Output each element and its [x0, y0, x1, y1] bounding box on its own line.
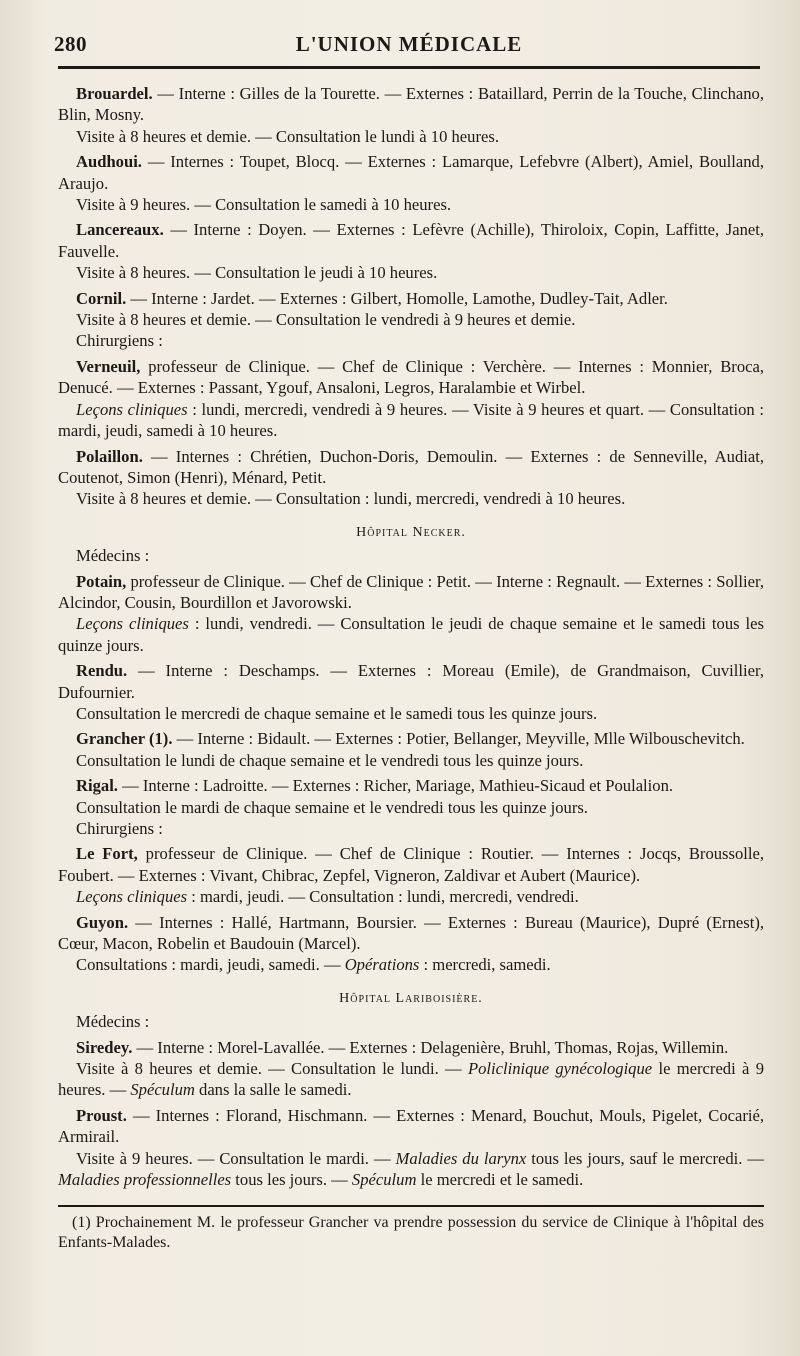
paragraph-text: Chirurgiens :: [76, 819, 163, 838]
paragraph-text: Consultation le lundi de chaque semaine et le vendredi tous les quinze jours.: [76, 750, 584, 770]
paragraph: [58, 703, 764, 724]
paragraph-text: Médecins :: [76, 546, 150, 566]
paragraph: [58, 1037, 764, 1058]
physician-name: Cornil.: [76, 288, 127, 308]
italic-label: Maladies du larynx: [395, 1148, 527, 1168]
physician-name: Audhoui.: [76, 152, 142, 172]
paragraph: [58, 728, 764, 749]
paragraph: [58, 194, 764, 215]
paragraph-text: Chirurgiens :: [76, 331, 163, 351]
physician-name: Brouardel.: [76, 84, 153, 103]
physician-name: Verneuil,: [76, 356, 141, 376]
paragraph: [58, 660, 764, 703]
italic-label: Leçons cliniques: [76, 614, 189, 634]
physician-name: Lancereaux.: [76, 220, 164, 240]
paragraph: [58, 571, 764, 614]
physician-name: Potain,: [76, 571, 127, 591]
paragraph-text: — Interne : Morel-Lavallée. — Externes : Delagenière, Bruhl, Thomas, Rojas, Willemin.: [132, 1037, 729, 1057]
italic-label: Leçons cliniques: [76, 399, 188, 419]
paragraph: [58, 399, 764, 442]
paragraph: [58, 446, 764, 489]
paragraph-text: Consultations : mardi, jeudi, samedi. —: [76, 955, 345, 975]
paragraph-text: Visite à 8 heures et demie. — Consultation le vendredi à 9 heures et demie.: [76, 310, 576, 330]
paragraph: [58, 750, 764, 771]
paragraph: [58, 262, 764, 283]
paragraph-text: : mardi, jeudi. — Consultation : lundi, mercredi, vendredi.: [187, 887, 579, 907]
footnote-text: (1) Prochainement M. le professeur Grancher va prendre possession du service de Clinique à l'hôpital des Enfants-Malades.: [58, 1213, 764, 1251]
paragraph-text: tous les jours. —: [231, 1170, 352, 1190]
paragraph: [58, 1105, 764, 1148]
physician-name: Guyon.: [76, 912, 129, 932]
paragraph-text: Consultation le mardi de chaque semaine et le vendredi tous les quinze jours.: [76, 797, 588, 817]
paragraph-text: Visite à 8 heures et demie. — Consultation le lundi à 10 heures.: [76, 126, 499, 146]
paragraph: [58, 330, 764, 351]
paragraph: [58, 886, 764, 907]
paragraph-text: — Interne : Deschamps. — Externes : Moreau (Emile), de Grandmaison, Cuvillier, Dufournier.: [58, 661, 764, 702]
section-heading-lariboisiere: Hôpital Lariboisière.: [339, 990, 483, 1006]
paragraph-text: — Interne : Ladroitte. — Externes : Richer, Mariage, Mathieu-Sicaud et Poulalion.: [117, 776, 674, 796]
paragraph-text: professeur de Clinique. — Chef de Clinique : Petit. — Interne : Regnault. — Externes : Sollier, Alcindor, Cousin, Bourdillon et Javorowski.: [58, 571, 764, 612]
italic-label: Policlinique gynécologique: [467, 1059, 653, 1079]
paragraph: [58, 797, 764, 818]
paragraph: [58, 288, 764, 309]
paragraph-text: — Interne : Jardet. — Externes : Gilbert, Homolle, Lamothe, Dudley-Tait, Adler.: [126, 288, 668, 308]
physician-name: Polaillon.: [76, 446, 143, 466]
paragraph-text: — Interne : Doyen. — Externes : Lefèvre (Achille), Thiroloix, Copin, Laffitte, Janet, Fauvelle.: [58, 220, 764, 261]
footnote: [58, 1213, 764, 1253]
paragraph: [58, 83, 764, 126]
paragraph: [58, 843, 764, 886]
paragraph-text: — Internes : Hallé, Hartmann, Boursier. — Externes : Bureau (Maurice), Dupré (Ernest), Cœur, Macon, Robelin et Baudouin (Marcel).: [58, 912, 764, 954]
paragraph-text: : mercredi, samedi.: [419, 955, 551, 975]
paragraph-text: professeur de Clinique. — Chef de Clinique : Routier. — Internes : Jocqs, Broussolle, Foubert. — Externes : Vivant, Chibrac, Zepfel, Vigneron, Zaldivar et Aubert (Maurice).: [58, 844, 764, 885]
physician-name: Proust.: [76, 1105, 127, 1125]
paragraph-text: : lundi, mercredi, vendredi à 9 heures. — Visite à 9 heures et quart. — Consultation : mardi, jeudi, samedi à 10 heures.: [58, 399, 764, 441]
article-body: [58, 83, 764, 1191]
physician-name: Rendu.: [76, 661, 128, 681]
physician-name: Le Fort,: [76, 844, 138, 864]
paragraph-text: Consultation le mercredi de chaque semaine et le samedi tous les quinze jours.: [76, 703, 598, 723]
section-lariboisiere-entries: [58, 1011, 764, 1190]
physician-name: Rigal.: [76, 776, 118, 796]
paragraph-text: Visite à 8 heures et demie. — Consultation le lundi. —: [76, 1059, 468, 1079]
paragraph-text: professeur de Clinique. — Chef de Clinique : Verchère. — Internes : Monnier, Broca, Denucé. — Externes : Passant, Ygouf, Ansaloni, Legros, Haralambie et Wirbel.: [58, 356, 764, 398]
journal-title: L'UNION MÉDICALE: [295, 32, 523, 56]
paragraph: [58, 954, 764, 975]
paragraph: [58, 818, 764, 839]
italic-label: Spéculum: [351, 1170, 417, 1190]
paragraph-text: tous les jours, sauf le mercredi. —: [526, 1148, 764, 1168]
italic-label: Maladies professionnelles: [58, 1170, 232, 1190]
italic-label: Spéculum: [130, 1080, 195, 1100]
paragraph-text: Visite à 9 heures. — Consultation le samedi à 10 heures.: [76, 195, 452, 215]
paragraph: [58, 613, 764, 656]
section-necker-entries: [58, 545, 764, 976]
italic-label: Leçons cliniques: [76, 887, 188, 907]
paragraph-text: : lundi, vendredi. — Consultation le jeudi de chaque semaine et le samedi tous les quinze jours.: [58, 614, 764, 655]
paragraph: [58, 219, 764, 262]
physician-name: Siredey.: [76, 1037, 133, 1057]
section-intro-entries: [58, 83, 764, 510]
paragraph-text: — Interne : Bidault. — Externes : Potier, Bellanger, Meyville, Mlle Wilbouschevitch.: [172, 729, 745, 749]
footnote-rule: [58, 1205, 764, 1207]
paragraph: [58, 356, 764, 399]
paragraph-text: Visite à 8 heures. — Consultation le jeudi à 10 heures.: [76, 263, 438, 283]
paragraph: [58, 1148, 764, 1191]
paragraph-text: le mercredi à 9 heures. —: [58, 1059, 765, 1100]
physician-name: Grancher (1).: [76, 729, 173, 749]
section-heading-necker: Hôpital Necker.: [356, 524, 466, 540]
paragraph-text: Visite à 9 heures. — Consultation le mardi. —: [76, 1148, 396, 1168]
paragraph: [58, 151, 764, 194]
running-head: [54, 30, 760, 69]
paragraph-text: dans la salle le samedi.: [194, 1080, 352, 1100]
paragraph-text: Visite à 8 heures et demie. — Consultation : lundi, mercredi, vendredi à 10 heures.: [76, 489, 626, 509]
paragraph: [58, 126, 764, 147]
paragraph-text: — Internes : Chrétien, Duchon-Doris, Demoulin. — Externes : de Senneville, Audiat, Coutenot, Simon (Henri), Ménard, Petit.: [58, 446, 764, 487]
paragraph: [58, 309, 764, 330]
paragraph: [58, 488, 764, 509]
paragraph: [58, 775, 764, 796]
paragraph-text: — Internes : Toupet, Blocq. — Externes : Lamarque, Lefebvre (Albert), Amiel, Boulland, Araujo.: [58, 152, 764, 193]
paragraph-text: le mercredi et le samedi.: [416, 1170, 584, 1190]
paragraph-text: — Interne : Gilles de la Tourette. — Externes : Bataillard, Perrin de la Touche, Clinchano, Blin, Mosny.: [58, 84, 764, 125]
paragraph-text: Médecins :: [76, 1012, 150, 1032]
paragraph: [58, 1058, 764, 1101]
paragraph: [58, 545, 764, 566]
paragraph: [58, 912, 764, 955]
page-number: 280: [54, 32, 87, 56]
paragraph-text: — Internes : Florand, Hischmann. — Externes : Menard, Bouchut, Mouls, Pigelet, Cocarié, Armirail.: [58, 1105, 764, 1147]
italic-label: Opérations: [344, 955, 420, 975]
paragraph: [58, 1011, 764, 1032]
